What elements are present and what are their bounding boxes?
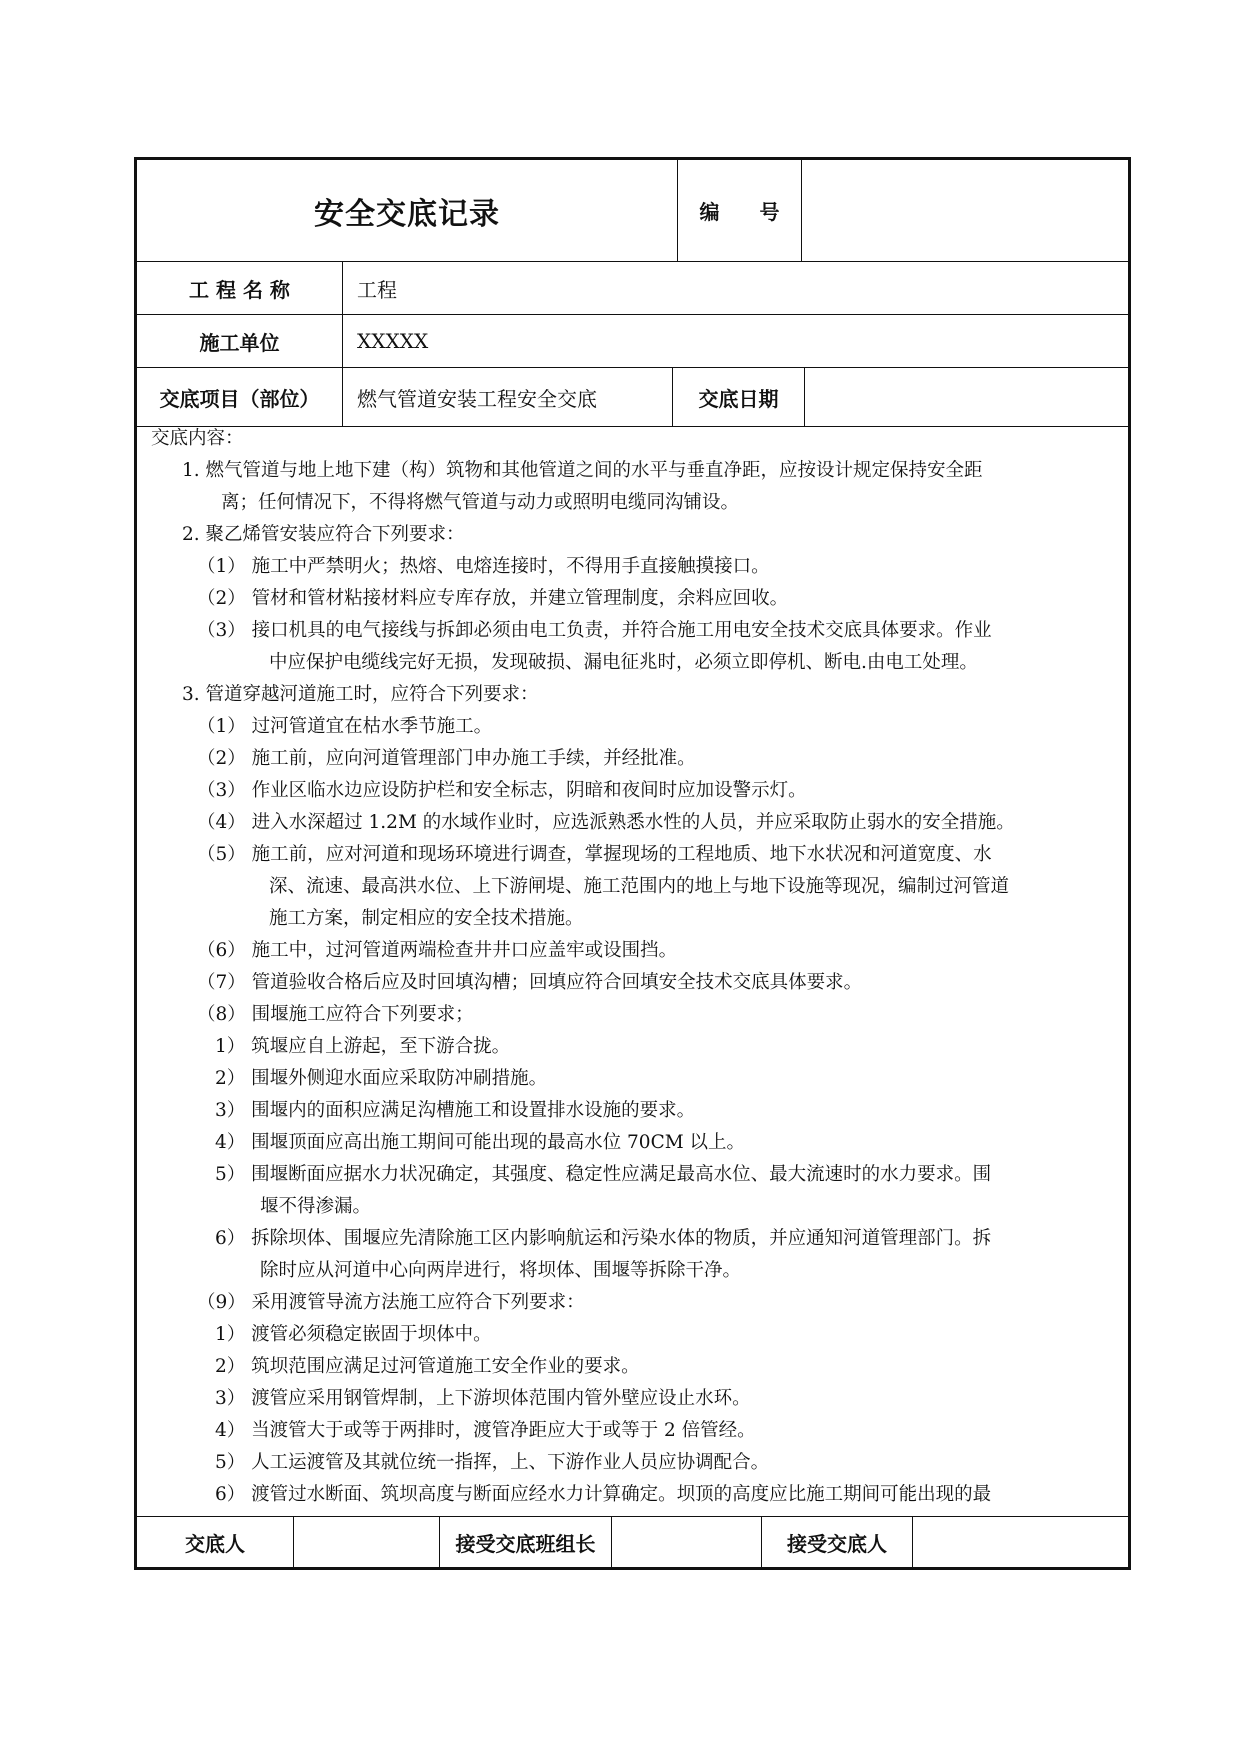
header-row	[137, 160, 1128, 262]
construction-unit-value: XXXXX	[342, 315, 1128, 367]
content-line: （3） 接口机具的电气接线与拆卸必须由电工负责，并符合施工用电安全技术交底具体要求。作业	[197, 620, 992, 641]
disclosure-content	[137, 427, 1128, 1517]
content-line: 5） 人工运渡管及其就位统一指挥，上、下游作业人员应协调配合。	[215, 1452, 770, 1473]
content-line: 施工方案，制定相应的安全技术措施。	[269, 908, 584, 929]
receiver-label: 接受交底人	[761, 1517, 912, 1567]
content-line: 4） 当渡管大于或等于两排时，渡管净距应大于或等于 2 倍管经。	[215, 1420, 756, 1441]
unit-row	[137, 315, 1128, 368]
discloser-label: 交底人	[185, 1531, 245, 1556]
content-line: （3） 作业区临水边应设防护栏和安全标志，阴暗和夜间时应加设警示灯。	[197, 780, 807, 801]
disclosure-item-label: 交底项目（部位）	[159, 386, 320, 411]
disclosure-item-value: 燃气管道安装工程安全交底	[342, 368, 672, 426]
content-line: 6） 拆除坝体、围堰应先清除施工区内影响航运和污染水体的物质，并应通知河道管理部门。拆	[215, 1228, 992, 1249]
content-line: 4） 围堰顶面应高出施工期间可能出现的最高水位 70CM 以上。	[215, 1132, 746, 1153]
receiver-value	[912, 1517, 1128, 1567]
item-row	[137, 368, 1128, 427]
team-leader-value	[611, 1517, 761, 1567]
content-line: （6） 施工中，过河管道两端检查井井口应盖牢或设围挡。	[197, 940, 678, 961]
content-line: 离；任何情况下，不得将燃气管道与动力或照明电缆同沟铺设。	[221, 492, 740, 513]
content-line: 中应保护电缆线完好无损，发现破损、漏电征兆时，必须立即停机、断电.由电工处理。	[269, 652, 978, 673]
content-line: 2） 围堰外侧迎水面应采取防冲刷措施。	[215, 1068, 548, 1089]
content-line: （1） 过河管道宜在枯水季节施工。	[197, 716, 493, 737]
content-line: （5） 施工前，应对河道和现场环境进行调查，掌握现场的工程地质、地下水状况和河道宽度、水	[197, 844, 992, 865]
content-line: （4） 进入水深超过 1.2M 的水域作业时，应选派熟悉水性的人员，并应采取防止弱水的安全措施。	[197, 812, 1015, 833]
form-title: 安全交底记录	[314, 196, 500, 232]
content-line: （8） 围堰施工应符合下列要求；	[197, 1004, 474, 1025]
number-label: 编 号	[677, 160, 801, 261]
construction-unit-label: 施工单位	[199, 330, 280, 355]
content-line: （7） 管道验收合格后应及时回填沟槽；回填应符合回填安全技术交底具体要求。	[197, 972, 863, 993]
team-leader-label: 接受交底班组长	[439, 1517, 611, 1567]
discloser-value	[293, 1517, 439, 1567]
project-name-label: 工 程 名 称	[189, 277, 290, 302]
content-line: （2） 管材和管材粘接材料应专库存放，并建立管理制度，余料应回收。	[197, 588, 789, 609]
content-line: （1） 施工中严禁明火；热熔、电熔连接时，不得用手直接触摸接口。	[197, 556, 770, 577]
content-line: 2. 聚乙烯管安装应符合下列要求：	[182, 524, 465, 545]
content-line: 3） 围堰内的面积应满足沟槽施工和设置排水设施的要求。	[215, 1100, 696, 1121]
content-line: 1） 渡管必须稳定嵌固于坝体中。	[215, 1324, 492, 1345]
content-line: 3. 管道穿越河道施工时，应符合下列要求：	[182, 684, 539, 705]
content-line: 1） 筑堰应自上游起，至下游合拢。	[215, 1036, 511, 1057]
content-line: 堰不得渗漏。	[260, 1196, 372, 1217]
project-name-value: 工程	[342, 262, 1128, 314]
signature-row	[137, 1517, 1128, 1567]
number-value	[801, 160, 1128, 261]
content-line: 2） 筑坝范围应满足过河管道施工安全作业的要求。	[215, 1356, 640, 1377]
disclosure-date-value	[804, 368, 1128, 426]
content-line: 3） 渡管应采用钢管焊制，上下游坝体范围内管外壁应设止水环。	[215, 1388, 751, 1409]
content-line: （2） 施工前，应向河道管理部门申办施工手续，并经批准。	[197, 748, 696, 769]
content-line: 6） 渡管过水断面、筑坝高度与断面应经水力计算确定。坝顶的高度应比施工期间可能出现的最	[215, 1484, 992, 1505]
content-line: （9） 采用渡管导流方法施工应符合下列要求：	[197, 1292, 585, 1313]
content-line: 除时应从河道中心向两岸进行，将坝体、围堰等拆除干净。	[260, 1260, 742, 1281]
safety-disclosure-form	[134, 157, 1131, 1570]
content-line: 1. 燃气管道与地上地下建（构）筑物和其他管道之间的水平与垂直净距，应按设计规定保持安全距	[182, 460, 983, 481]
disclosure-date-label: 交底日期	[672, 368, 804, 426]
content-line: 5） 围堰断面应据水力状况确定，其强度、稳定性应满足最高水位、最大流速时的水力要求。围	[215, 1164, 992, 1185]
content-line: 深、流速、最高洪水位、上下游闸堤、施工范围内的地上与地下设施等现况，编制过河管道	[269, 876, 1010, 897]
content-heading: 交底内容：	[151, 428, 244, 449]
project-row	[137, 262, 1128, 315]
form-title-cell	[137, 160, 677, 261]
